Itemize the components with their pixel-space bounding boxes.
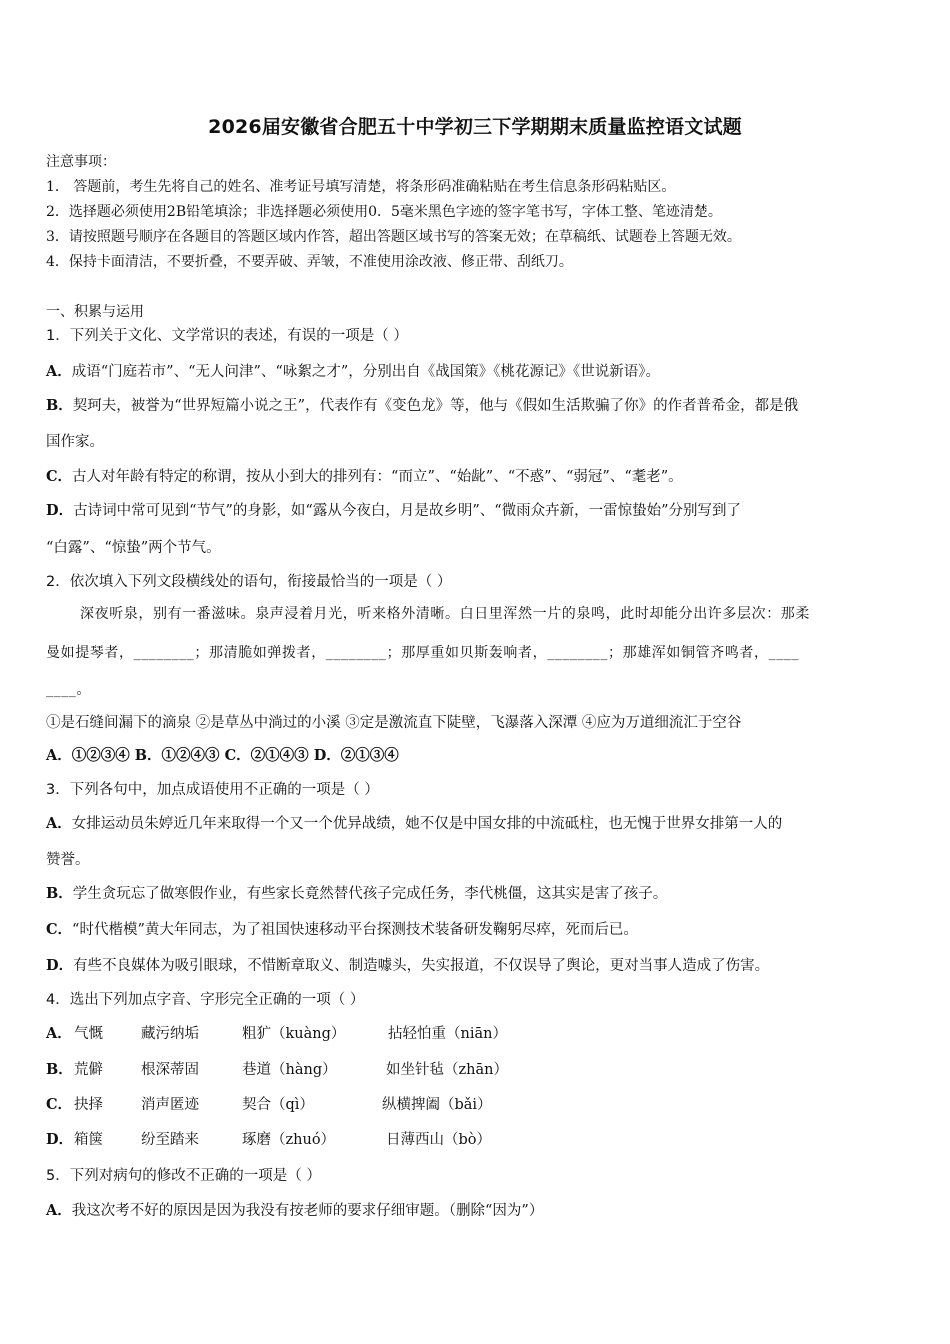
question-4-stem: 4．选出下列加点字音、字形完全正确的一项（ ）: [46, 992, 365, 1008]
q1-option-d: [46, 501, 741, 521]
q2-passage-line: 曼如提琴者，________；那清脆如弹拨者，________；那厚重如贝斯轰响者，________；那雄浑如铜管齐鸣者，____: [46, 645, 799, 661]
q3-option-a: [46, 814, 782, 834]
question-2-stem: 2．依次填入下列文段横线处的语句，衔接最恰当的一项是（ ）: [46, 574, 452, 590]
word-cell: 荒僻: [74, 1062, 103, 1078]
option-label: A．: [46, 815, 72, 832]
q1-option-d-cont: “白露”、“惊蛰”两个节气。: [46, 540, 221, 556]
word-cell: 契合（qì）: [242, 1097, 314, 1113]
word-cell: 日薄西山（bò）: [386, 1132, 492, 1148]
notice-item: 1． 答题前，考生先将自己的姓名、准考证号填写清楚，将条形码准确粘贴在考生信息条形码粘贴区。: [46, 179, 676, 195]
q1-option-c: [46, 467, 683, 487]
q2-passage-line: ____。: [46, 682, 91, 698]
question-1-stem: 1．下列关于文化、文学常识的表述，有误的一项是（ ）: [46, 328, 408, 344]
option-label: B．: [46, 1061, 73, 1078]
notice-heading: 注意事项：: [46, 154, 116, 170]
option-text: “时代楷模”黄大年同志，为了祖国快速移动平台探测技术装备研发鞠躬尽瘁，死而后已。: [72, 922, 638, 938]
q2-passage-line: 深夜听泉，别有一番滋味。泉声浸着月光，听来格外清晰。白日里浑然一片的泉鸣，此时却能分出许多层次：那柔: [80, 606, 810, 622]
question-3-stem: 3．下列各句中，加点成语使用不正确的一项是（ ）: [46, 782, 379, 798]
option-text: 古诗词中常可见到“节气”的身影，如“露从今夜白，月是故乡明”、“微雨众卉新，一雷惊蛰始”分别写到了: [73, 503, 742, 519]
word-cell: 藏污纳垢: [141, 1026, 199, 1042]
option-label: A．: [46, 1025, 72, 1042]
word-cell: 纷至踏来: [141, 1132, 199, 1148]
word-cell: 粗犷（kuàng）: [242, 1026, 346, 1042]
word-cell: 消声匿迹: [141, 1097, 199, 1113]
question-5-stem: 5．下列对病句的修改不正确的一项是（ ）: [46, 1168, 321, 1184]
section-heading: 一、积累与运用: [46, 304, 144, 320]
word-cell: 纵横捭阖（bǎi）: [382, 1097, 492, 1113]
q1-option-a: [46, 362, 660, 382]
q2-candidate-sentences: ①是石缝间漏下的滴泉 ②是草丛中淌过的小溪 ③定是激流直下陡壁，飞瀑落入深潭 ④应为万道细流汇于空谷: [46, 715, 742, 731]
notice-item: 2．选择题必须使用2B铅笔填涂；非选择题必须使用0．5毫米黑色字迹的签字笔书写，字体工整、笔迹清楚。: [46, 204, 722, 220]
q2-choices: A．①②③④ B．①②④③ C．②①④③ D．②①③④: [46, 747, 399, 764]
option-text: 我这次考不好的原因是因为我没有按老师的要求仔细审题。（删除“因为”）: [71, 1203, 544, 1219]
option-text: 契珂夫，被誉为“世界短篇小说之王”，代表作有《变色龙》等，他与《假如生活欺骗了你》的作者普希金，都是俄: [72, 398, 799, 414]
option-label: D．: [46, 1131, 74, 1148]
option-label: C．: [46, 468, 73, 485]
q3-option-b: [46, 884, 667, 904]
word-cell: 箱箧: [74, 1132, 103, 1148]
word-cell: 琢磨（zhuó）: [242, 1132, 336, 1148]
q3-option-a-cont: 赞誉。: [46, 852, 90, 868]
option-label: A．: [46, 1202, 72, 1219]
option-label: A．: [46, 363, 72, 380]
word-cell: 拈轻怕重（niān）: [388, 1026, 507, 1042]
word-cell: 气慨: [74, 1026, 103, 1042]
word-cell: 如坐针毡（zhān）: [386, 1062, 508, 1078]
option-text: 学生贪玩忘了做寒假作业，有些家长竟然替代孩子完成任务，李代桃僵，这其实是害了孩子。: [72, 886, 668, 902]
option-text: 女排运动员朱婷近几年来取得一个又一个优异战绩，她不仅是中国女排的中流砥柱，也无愧于世界女排第一人的: [71, 816, 783, 832]
option-label: B．: [46, 397, 73, 414]
notice-item: 4．保持卡面清洁，不要折叠，不要弄破、弄皱，不准使用涂改液、修正带、刮纸刀。: [46, 254, 573, 270]
option-label: C．: [46, 921, 73, 938]
q3-option-c: [46, 920, 638, 940]
option-text: 古人对年龄有特定的称谓，按从小到大的排列有：“而立”、“始龀”、“不惑”、“弱冠”、“耄老”。: [72, 469, 683, 485]
q5-option-a: [46, 1201, 543, 1221]
option-label: C．: [46, 1096, 73, 1113]
option-label: D．: [46, 957, 74, 974]
option-text: 有些不良媒体为吸引眼球，不惜断章取义、制造噱头，失实报道，不仅误导了舆论，更对当事人造成了伤害。: [73, 958, 770, 974]
q1-option-b: [46, 396, 798, 416]
word-cell: 抉择: [74, 1097, 103, 1113]
word-cell: 根深蒂固: [141, 1062, 199, 1078]
q1-option-b-cont: 国作家。: [46, 434, 104, 450]
notice-item: 3．请按照题号顺序在各题目的答题区域内作答，超出答题区域书写的答案无效；在草稿纸、试题卷上答题无效。: [46, 229, 741, 245]
q3-option-d: [46, 956, 769, 976]
word-cell: 巷道（hàng）: [242, 1062, 337, 1078]
option-label: B．: [46, 885, 73, 902]
option-label: D．: [46, 502, 74, 519]
option-text: 成语“门庭若市”、“无人问津”、“咏絮之才”，分别出自《战国策》《桃花源记》《世说新语》。: [71, 364, 660, 380]
page-title: 2026届安徽省合肥五十中学初三下学期期末质量监控语文试题: [208, 116, 742, 138]
